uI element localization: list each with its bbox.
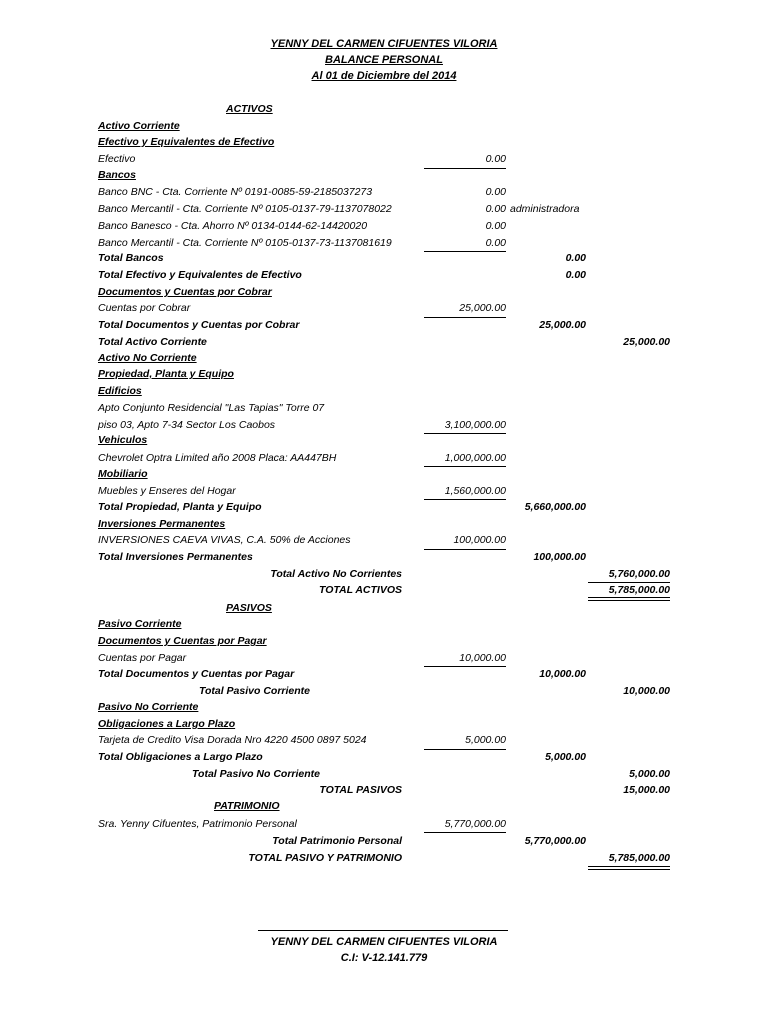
line-label: Tarjeta de Credito Visa Dorada Nro 4220 4500 0897 5024 (98, 734, 367, 746)
section-title: ACTIVOS (226, 103, 273, 115)
line-cuentas-cobrar (0, 300, 768, 317)
total-patrimonio-personal (0, 833, 768, 850)
double-rule (588, 866, 670, 870)
group-documentos-pagar (0, 633, 768, 650)
line-label: Banco Mercantil - Cta. Corriente Nº 0105-0137-79-1137078022 (98, 203, 392, 215)
group-efectivo-equivalentes (0, 134, 768, 151)
total-label: Total Activo Corriente (98, 336, 207, 348)
group-activo-no-corriente (0, 350, 768, 367)
line-patrimonio-personal (0, 816, 768, 833)
line-label: Apto Conjunto Residencial "Las Tapias" Torre 07 (98, 402, 325, 414)
group-label: Bancos (98, 169, 136, 181)
section-activos (0, 101, 768, 118)
group-edificios (0, 383, 768, 400)
total-amount: 5,770,000.00 (524, 835, 586, 847)
line-amount: 5,000.00 (465, 734, 506, 746)
total-amount: 5,760,000.00 (608, 568, 670, 580)
group-activo-corriente (0, 118, 768, 135)
group-pasivo-no-corriente (0, 699, 768, 716)
total-activo-no-corriente (0, 566, 768, 583)
line-label: Banco Mercantil - Cta. Corriente Nº 0105-0137-73-1137081619 (98, 237, 392, 249)
total-inversiones-permanentes (0, 549, 768, 566)
total-label: Total Documentos y Cuentas por Pagar (98, 668, 295, 680)
line-amount: 0.00 (485, 203, 506, 215)
group-bancos (0, 167, 768, 184)
line-inversiones-caeva (0, 532, 768, 549)
group-label: Activo No Corriente (98, 352, 197, 364)
total-label: Total Pasivo Corriente (198, 685, 310, 697)
document-title: BALANCE PERSONAL (325, 54, 443, 66)
total-efectivo-equivalentes (0, 267, 768, 284)
total-amount: 0.00 (565, 269, 586, 281)
line-amount: 100,000.00 (453, 534, 506, 546)
line-amount: 10,000.00 (459, 652, 506, 664)
total-label: TOTAL ACTIVOS (318, 584, 402, 596)
total-label: Total Bancos (98, 252, 164, 264)
line-label: Chevrolet Optra Limited año 2008 Placa: AA447BH (98, 452, 337, 464)
line-efectivo (0, 151, 768, 168)
group-label: Vehiculos (98, 434, 148, 446)
total-amount: 10,000.00 (539, 668, 586, 680)
group-pasivo-corriente (0, 616, 768, 633)
line-amount: 25,000.00 (459, 302, 506, 314)
line-label: Sra. Yenny Cifuentes, Patrimonio Personal (98, 818, 297, 830)
group-label: Propiedad, Planta y Equipo (98, 368, 234, 380)
line-label: Efectivo (98, 153, 136, 165)
group-label: Documentos y Cuentas por Cobrar (98, 286, 272, 298)
total-label: Total Pasivo No Corriente (192, 768, 320, 780)
total-label: Total Efectivo y Equivalentes de Efectivo (98, 269, 302, 281)
group-label: Pasivo No Corriente (98, 701, 199, 713)
group-inversiones-permanentes (0, 516, 768, 533)
group-label: Efectivo y Equivalentes de Efectivo (98, 136, 275, 148)
section-title: PATRIMONIO (214, 800, 280, 812)
line-amount: 0.00 (485, 186, 506, 198)
total-amount: 5,000.00 (545, 751, 586, 763)
total-label: Total Inversiones Permanentes (98, 551, 253, 563)
total-amount: 5,000.00 (629, 768, 670, 780)
line-label: Banco Banesco - Cta. Ahorro Nº 0134-0144-62-14420020 (98, 220, 368, 232)
line-label: Cuentas por Cobrar (98, 302, 191, 314)
total-pasivo-patrimonio (0, 850, 768, 867)
total-bancos (0, 250, 768, 267)
line-apto-line-1 (0, 400, 768, 417)
line-amount: 0.00 (485, 237, 506, 249)
line-label: piso 03, Apto 7-34 Sector Los Caobos (98, 419, 276, 431)
line-amount: 5,770,000.00 (444, 818, 506, 830)
group-label: Inversiones Permanentes (98, 518, 226, 530)
total-amount: 5,785,000.00 (608, 584, 670, 596)
total-activo-corriente (0, 334, 768, 351)
line-banco-banesco (0, 218, 768, 235)
group-label: Activo Corriente (98, 120, 180, 132)
total-amount: 15,000.00 (623, 784, 670, 796)
group-label: Mobiliario (98, 468, 148, 480)
total-amount: 5,660,000.00 (524, 501, 586, 513)
line-muebles (0, 483, 768, 500)
line-chevrolet (0, 450, 768, 467)
document-date: Al 01 de Diciembre del 2014 (311, 70, 457, 82)
total-amount: 25,000.00 (539, 319, 586, 331)
line-label: INVERSIONES CAEVA VIVAS, C.A. 50% de Acciones (98, 534, 351, 546)
signature-line (258, 930, 508, 931)
line-amount: 0.00 (485, 220, 506, 232)
total-amount: 25,000.00 (623, 336, 670, 348)
total-label: Total Propiedad, Planta y Equipo (98, 501, 262, 513)
owner-name-header: YENNY DEL CARMEN CIFUENTES VILORIA (270, 38, 498, 50)
group-label: Edificios (98, 385, 142, 397)
total-amount: 0.00 (565, 252, 586, 264)
total-documentos-cobrar (0, 317, 768, 334)
section-patrimonio (0, 798, 768, 815)
signature-name: YENNY DEL CARMEN CIFUENTES VILORIA (270, 936, 498, 948)
section-title: PASIVOS (226, 602, 272, 614)
line-note: administradora (510, 203, 580, 215)
group-label: Pasivo Corriente (98, 618, 182, 630)
line-label: Cuentas por Pagar (98, 652, 187, 664)
line-amount: 1,000,000.00 (444, 452, 506, 464)
signature-id: C.I: V-12.141.779 (340, 952, 428, 964)
group-label: Documentos y Cuentas por Pagar (98, 635, 267, 647)
total-obligaciones-largo-plazo (0, 749, 768, 766)
group-documentos-cobrar (0, 284, 768, 301)
total-pasivo-no-corriente (0, 766, 768, 783)
total-label: Total Activo No Corrientes (270, 568, 402, 580)
group-obligaciones-largo-plazo (0, 716, 768, 733)
line-amount: 1,560,000.00 (444, 485, 506, 497)
total-label: Total Obligaciones a Largo Plazo (98, 751, 263, 763)
line-tarjeta-credito (0, 732, 768, 749)
line-label: Muebles y Enseres del Hogar (98, 485, 236, 497)
line-banco-bnc (0, 184, 768, 201)
group-vehiculos (0, 432, 768, 449)
group-label: Obligaciones a Largo Plazo (98, 718, 236, 730)
total-label: Total Patrimonio Personal (272, 835, 402, 847)
total-propiedad-planta-equipo (0, 499, 768, 516)
total-pasivos (0, 782, 768, 799)
line-amount: 3,100,000.00 (444, 419, 506, 431)
total-documentos-pagar (0, 666, 768, 683)
total-amount: 100,000.00 (533, 551, 586, 563)
total-label: TOTAL PASIVOS (319, 784, 402, 796)
total-label: TOTAL PASIVO Y PATRIMONIO (248, 852, 402, 864)
line-banco-mercantil-1 (0, 201, 768, 218)
total-label: Total Documentos y Cuentas por Cobrar (98, 319, 300, 331)
total-pasivo-corriente (0, 683, 768, 700)
total-amount: 5,785,000.00 (608, 852, 670, 864)
section-pasivos (0, 600, 768, 617)
group-propiedad-planta-equipo (0, 366, 768, 383)
line-label: Banco BNC - Cta. Corriente Nº 0191-0085-59-2185037273 (98, 186, 373, 198)
line-cuentas-pagar (0, 650, 768, 667)
line-amount: 0.00 (485, 153, 506, 165)
group-mobiliario (0, 466, 768, 483)
total-amount: 10,000.00 (623, 685, 670, 697)
